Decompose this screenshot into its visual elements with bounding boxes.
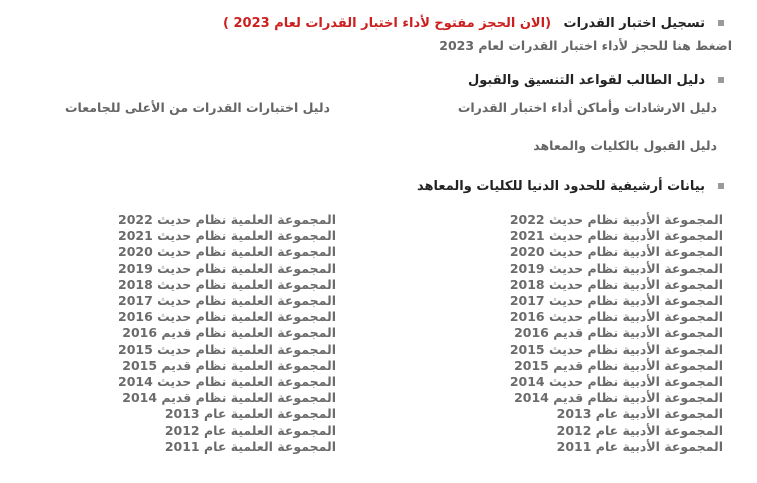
section-title-student-guide: دليل الطالب لقواعد التنسيق والقبول — [467, 73, 705, 88]
scientific-archive-link[interactable]: المجموعة العلمية نظام حديث 2021 — [118, 228, 336, 244]
literary-list — [510, 212, 723, 455]
scientific-list — [118, 212, 336, 455]
literary-archive-link[interactable]: المجموعة الأدبية نظام حديث 2016 — [509, 309, 723, 325]
literary-archive-link[interactable]: المجموعة الأدبية عام 2012 — [556, 422, 723, 438]
scientific-archive-link[interactable]: المجموعة العلمية نظام حديث 2022 — [118, 212, 336, 227]
section-title-archive: بيانات أرشيفية للحدود الدنيا للكليات والمعاهد — [416, 179, 705, 194]
literary-archive-link[interactable]: المجموعة الأدبية نظام حديث 2014 — [509, 374, 723, 390]
registration-title: تسجيل اختبار القدرات — [563, 16, 705, 31]
scientific-archive-link[interactable]: المجموعة العلمية نظام حديث 2017 — [118, 293, 336, 309]
section-title-registration — [223, 16, 705, 31]
literary-archive-link[interactable]: المجموعة الأدبية نظام حديث 2018 — [509, 276, 723, 292]
scientific-archive-link[interactable]: المجموعة العلمية نظام حديث 2019 — [118, 260, 336, 276]
scientific-archive-link[interactable]: المجموعة العلمية عام 2012 — [164, 422, 336, 438]
bullet-icon — [718, 183, 724, 189]
scientific-archive-link[interactable]: المجموعة العلمية عام 2013 — [164, 406, 336, 422]
literary-archive-link[interactable]: المجموعة الأدبية نظام حديث 2015 — [509, 341, 723, 357]
scientific-archive-link[interactable]: المجموعة العلمية نظام حديث 2020 — [118, 244, 336, 260]
scientific-archive-link[interactable]: المجموعة العلمية نظام حديث 2018 — [118, 276, 336, 292]
scientific-archive-link[interactable]: المجموعة العلمية نظام قديم 2016 — [122, 325, 336, 341]
scientific-archive-link[interactable]: المجموعة العلمية نظام حديث 2014 — [118, 374, 336, 390]
literary-archive-link[interactable]: المجموعة الأدبية نظام قديم 2014 — [514, 390, 723, 406]
booking-open-notice: (الان الحجز مفتوح لأداء اختبار القدرات لعام 2023 ) — [223, 16, 552, 31]
booking-link[interactable]: اضغط هنا للحجز لأداء اختبار القدرات لعام 2023 — [439, 38, 732, 53]
bullet-icon — [718, 20, 724, 26]
scientific-archive-link[interactable]: المجموعة العلمية عام 2011 — [164, 438, 336, 454]
scientific-archive-link[interactable]: المجموعة العلمية نظام حديث 2016 — [118, 309, 336, 325]
literary-archive-link[interactable]: المجموعة الأدبية نظام حديث 2017 — [509, 293, 723, 309]
literary-archive-link[interactable]: المجموعة الأدبية نظام قديم 2015 — [514, 357, 723, 373]
literary-archive-link[interactable]: المجموعة الأدبية عام 2011 — [556, 438, 723, 454]
literary-archive-link[interactable]: المجموعة الأدبية عام 2013 — [556, 406, 723, 422]
literary-archive-link[interactable]: المجموعة الأدبية نظام حديث 2020 — [509, 244, 723, 260]
literary-archive-link[interactable]: المجموعة الأدبية نظام قديم 2016 — [514, 325, 723, 341]
scientific-archive-link[interactable]: المجموعة العلمية نظام حديث 2015 — [118, 341, 336, 357]
scientific-archive-link[interactable]: المجموعة العلمية نظام قديم 2015 — [122, 357, 336, 373]
scientific-archive-link[interactable]: المجموعة العلمية نظام قديم 2014 — [122, 390, 336, 406]
literary-archive-link[interactable]: المجموعة الأدبية نظام حديث 2019 — [509, 260, 723, 276]
bullet-icon — [718, 77, 724, 83]
literary-archive-link[interactable]: المجموعة الأدبية نظام حديث 2022 — [509, 212, 723, 227]
guide-link-admission[interactable]: دليل القبول بالكليات والمعاهد — [533, 138, 717, 153]
literary-archive-link[interactable]: المجموعة الأدبية نظام حديث 2021 — [509, 228, 723, 244]
guide-link-instructions[interactable]: دليل الارشادات وأماكن أداء اختبار القدرات — [457, 100, 717, 115]
guide-link-aptitude-tests[interactable]: دليل اختبارات القدرات من الأعلى للجامعات — [64, 100, 330, 115]
